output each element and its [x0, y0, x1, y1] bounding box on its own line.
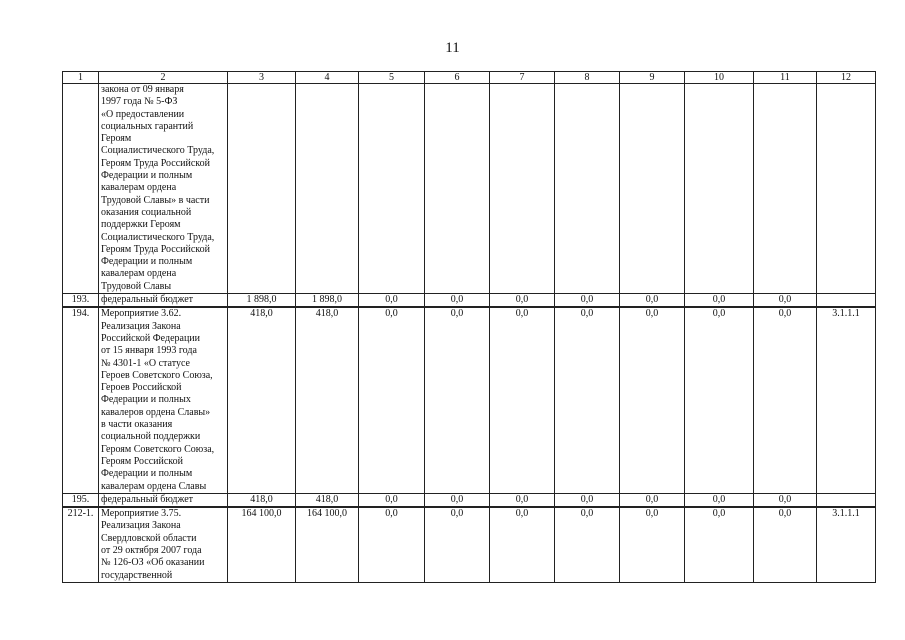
- row-description-cell: федеральный бюджет: [99, 294, 228, 308]
- header-cell: 10: [685, 72, 754, 84]
- row-value-cell: 0,0: [555, 294, 620, 308]
- row-value-cell: 164 100,0: [296, 507, 359, 582]
- row-value-cell: [425, 84, 490, 294]
- row-value-cell: 0,0: [555, 307, 620, 493]
- header-cell: 7: [490, 72, 555, 84]
- row-value-cell: 0,0: [490, 307, 555, 493]
- row-value-cell: 0,0: [490, 507, 555, 582]
- table-row: [63, 294, 876, 308]
- header-cell: 4: [296, 72, 359, 84]
- header-cell: 9: [620, 72, 685, 84]
- row-value-cell: 0,0: [490, 493, 555, 507]
- row-value-cell: 418,0: [296, 307, 359, 493]
- row-value-cell: 0,0: [685, 507, 754, 582]
- header-cell: 6: [425, 72, 490, 84]
- row-value-cell: 0,0: [359, 294, 425, 308]
- row-value-cell: 0,0: [359, 493, 425, 507]
- row-code-cell: 3.1.1.1: [817, 507, 876, 582]
- row-value-cell: 0,0: [685, 294, 754, 308]
- table-row: [63, 507, 876, 582]
- header-cell: 1: [63, 72, 99, 84]
- row-value-cell: 0,0: [425, 294, 490, 308]
- row-value-cell: [620, 84, 685, 294]
- row-number-cell: 212-1.: [63, 507, 99, 582]
- header-cell: 2: [99, 72, 228, 84]
- table-row: [63, 307, 876, 493]
- row-value-cell: [228, 84, 296, 294]
- header-cell: 8: [555, 72, 620, 84]
- row-code-cell: [817, 493, 876, 507]
- row-code-cell: [817, 84, 876, 294]
- row-value-cell: 0,0: [685, 307, 754, 493]
- row-value-cell: [685, 84, 754, 294]
- row-value-cell: 1 898,0: [296, 294, 359, 308]
- row-value-cell: 0,0: [359, 307, 425, 493]
- row-value-cell: 0,0: [754, 493, 817, 507]
- row-code-cell: [817, 294, 876, 308]
- row-value-cell: 0,0: [425, 307, 490, 493]
- row-value-cell: 0,0: [620, 507, 685, 582]
- row-value-cell: 0,0: [620, 493, 685, 507]
- header-cell: 11: [754, 72, 817, 84]
- row-value-cell: 1 898,0: [228, 294, 296, 308]
- table-row: [63, 84, 876, 294]
- row-number-cell: 195.: [63, 493, 99, 507]
- row-value-cell: 0,0: [620, 294, 685, 308]
- row-value-cell: 0,0: [754, 294, 817, 308]
- header-cell: 5: [359, 72, 425, 84]
- row-value-cell: 0,0: [620, 307, 685, 493]
- row-value-cell: 0,0: [754, 507, 817, 582]
- row-value-cell: [490, 84, 555, 294]
- row-description-cell: закона от 09 января 1997 года № 5-ФЗ «О предоставлении социальных гарантий Героям Социалистического Труда, Героям Труда Российской Федерации и полным кавалерам ордена Трудовой Славы» в части оказания социальной поддержки Героям Социалистического Труда, Героям Труда Российской Федерации и полным кавалерам ордена Трудовой Славы: [99, 84, 228, 294]
- row-value-cell: 0,0: [555, 507, 620, 582]
- header-cell: 12: [817, 72, 876, 84]
- row-value-cell: [359, 84, 425, 294]
- row-value-cell: 0,0: [555, 493, 620, 507]
- table-header-row: [63, 72, 876, 84]
- page-number: 11: [445, 40, 460, 56]
- row-value-cell: [296, 84, 359, 294]
- header-cell: 3: [228, 72, 296, 84]
- row-number-cell: 193.: [63, 294, 99, 308]
- row-value-cell: 0,0: [425, 493, 490, 507]
- row-value-cell: 0,0: [425, 507, 490, 582]
- row-value-cell: 418,0: [228, 493, 296, 507]
- row-value-cell: [555, 84, 620, 294]
- row-value-cell: 164 100,0: [228, 507, 296, 582]
- budget-table: [62, 71, 876, 583]
- row-description-cell: Мероприятие 3.75. Реализация Закона Свердловской области от 29 октября 2007 года № 126-ОЗ «Об оказании государственной: [99, 507, 228, 582]
- row-description-cell: федеральный бюджет: [99, 493, 228, 507]
- row-code-cell: 3.1.1.1: [817, 307, 876, 493]
- row-description-cell: Мероприятие 3.62. Реализация Закона Российской Федерации от 15 января 1993 года № 4301-1 «О статусе Героев Советского Союза, Героев Российской Федерации и полных кавалеров ордена Славы» в части оказания социальной поддержки Героям Советского Союза, Героям Российской Федерации и полным кавалерам ордена Славы: [99, 307, 228, 493]
- row-number-cell: [63, 84, 99, 294]
- row-value-cell: 0,0: [685, 493, 754, 507]
- table-row: [63, 493, 876, 507]
- row-value-cell: 0,0: [359, 507, 425, 582]
- row-value-cell: 0,0: [490, 294, 555, 308]
- row-value-cell: 0,0: [754, 307, 817, 493]
- row-value-cell: [754, 84, 817, 294]
- row-value-cell: 418,0: [296, 493, 359, 507]
- row-value-cell: 418,0: [228, 307, 296, 493]
- row-number-cell: 194.: [63, 307, 99, 493]
